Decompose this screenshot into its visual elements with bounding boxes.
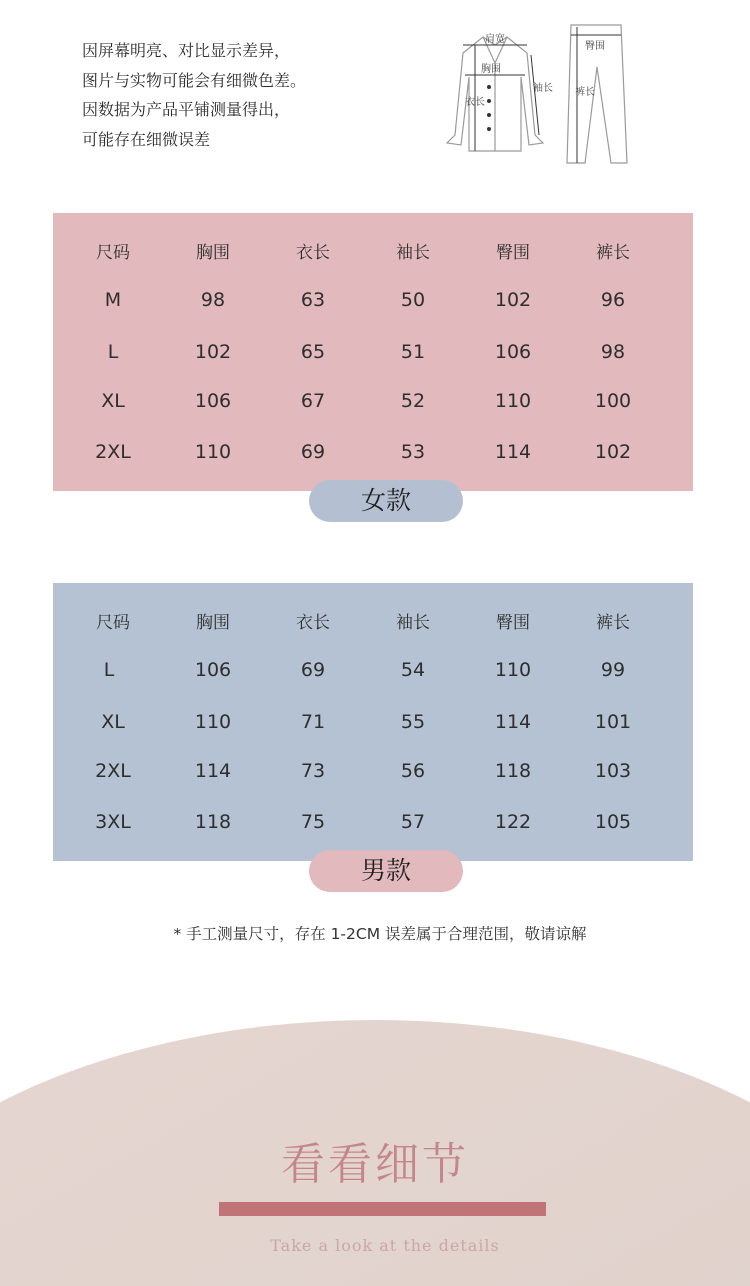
table-cell: 56 [400, 760, 426, 782]
table-cell: 69 [300, 659, 326, 681]
measurement-footnote: * 手工测量尺寸，存在 1-2CM 误差属于合理范围，敬请谅解 [173, 925, 587, 943]
note-line: 因数据为产品平铺测量得出， [82, 100, 291, 119]
header-cell: 裤长 [596, 613, 630, 633]
table-cell: 100 [594, 390, 632, 412]
header-cell: 衣长 [296, 613, 330, 633]
note-line: 图片与实物可能会有细微色差。 [82, 70, 307, 90]
table-cell: 114 [194, 760, 232, 782]
table-cell: XL [101, 390, 125, 412]
details-title: 看看细节 [281, 1139, 469, 1190]
table-cell: 106 [494, 341, 532, 363]
details-divider [219, 1202, 546, 1216]
header-cell: 臀围 [496, 243, 530, 263]
sleeve-label: 袖长 [533, 83, 553, 94]
table-header-row [53, 238, 693, 268]
men-size-table [53, 583, 693, 861]
header-cell: 胸围 [196, 243, 230, 263]
table-cell: 110 [194, 441, 232, 463]
shoulder-label: 肩宽 [485, 34, 505, 45]
table-cell: L [103, 659, 115, 681]
table-cell: 96 [600, 289, 626, 311]
table-cell: 106 [194, 659, 232, 681]
table-cell: M [104, 289, 122, 311]
measurement-diagram [425, 15, 640, 175]
header-cell: 袖长 [396, 613, 430, 633]
header-cell: 衣长 [296, 243, 330, 263]
table-cell: 67 [300, 390, 326, 412]
table-cell: 110 [494, 390, 532, 412]
table-header-row [53, 608, 693, 638]
hip-label: 臀围 [585, 41, 605, 52]
table-cell: 103 [594, 760, 632, 782]
details-subtitle: Take a look at the details [270, 1236, 500, 1255]
table-cell: 51 [400, 341, 426, 363]
table-cell: 53 [400, 441, 426, 463]
table-row [53, 807, 693, 837]
table-cell: 69 [300, 441, 326, 463]
table-cell: 105 [594, 811, 632, 833]
table-cell: 54 [400, 659, 426, 681]
table-cell: 99 [600, 659, 626, 681]
note-line: 可能存在细微误差 [82, 129, 211, 149]
header-cell: 袖长 [396, 243, 430, 263]
table-cell: 57 [400, 811, 426, 833]
table-cell: 98 [600, 341, 626, 363]
table-cell: 75 [300, 811, 326, 833]
table-cell: 52 [400, 390, 426, 412]
table-cell: 2XL [95, 441, 131, 463]
table-cell: 114 [494, 441, 532, 463]
header-cell: 尺码 [96, 243, 130, 263]
shirt-outline-icon [447, 37, 543, 151]
table-cell: 122 [494, 811, 532, 833]
table-cell: 2XL [95, 760, 131, 782]
table-cell: XL [101, 711, 125, 733]
table-cell: L [107, 341, 119, 363]
table-cell: 98 [200, 289, 226, 311]
note-line: 因屏幕明亮、对比显示差异， [82, 41, 291, 60]
measurement-notes [82, 36, 306, 154]
table-cell: 50 [400, 289, 426, 311]
table-cell: 106 [194, 390, 232, 412]
header-cell: 胸围 [196, 613, 230, 633]
table-row [53, 386, 693, 416]
header-cell: 尺码 [96, 613, 130, 633]
header-cell: 裤长 [596, 243, 630, 263]
pants-length-label: 裤长 [575, 87, 595, 98]
length-label: 衣长 [465, 97, 485, 108]
table-row [53, 655, 693, 685]
table-row [53, 337, 693, 367]
women-size-table [53, 213, 693, 491]
header-cell: 臀围 [496, 613, 530, 633]
table-row [53, 437, 693, 467]
table-row [53, 285, 693, 315]
table-row [53, 756, 693, 786]
table-cell: 110 [194, 711, 232, 733]
table-cell: 102 [594, 441, 632, 463]
table-cell: 55 [400, 711, 426, 733]
table-cell: 63 [300, 289, 326, 311]
table-cell: 118 [194, 811, 232, 833]
table-cell: 65 [300, 341, 326, 363]
men-style-tag: 男款 [309, 850, 463, 892]
table-cell: 3XL [95, 811, 131, 833]
table-cell: 102 [494, 289, 532, 311]
table-cell: 73 [300, 760, 326, 782]
women-style-tag: 女款 [309, 480, 463, 522]
table-cell: 71 [300, 711, 326, 733]
table-row [53, 707, 693, 737]
table-cell: 101 [594, 711, 632, 733]
table-cell: 118 [494, 760, 532, 782]
table-cell: 114 [494, 711, 532, 733]
table-cell: 110 [494, 659, 532, 681]
table-cell: 102 [194, 341, 232, 363]
chest-label: 胸围 [481, 64, 501, 75]
